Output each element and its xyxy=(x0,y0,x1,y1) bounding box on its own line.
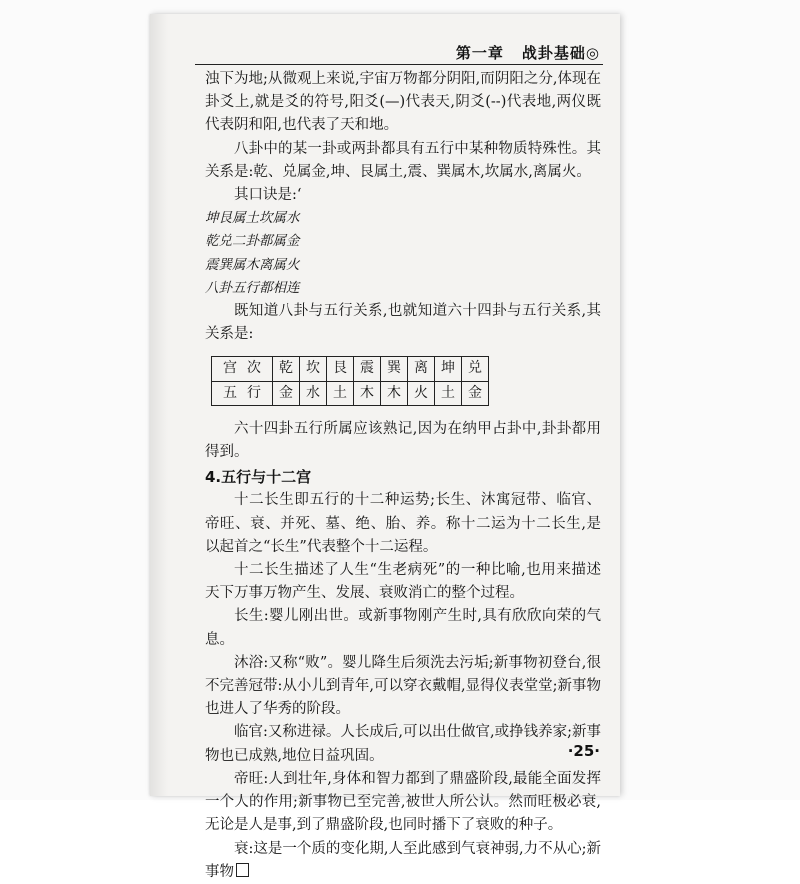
paragraph: 八卦中的某一卦或两卦都具有五行中某种物质特殊性。其关系是:乾、兑属金,坤、艮属土,震、巽属木,坎属水,离属火。 xyxy=(205,140,601,180)
missing-glyph-box-icon xyxy=(236,863,249,877)
section-heading: 4.五行与十二宫 xyxy=(205,468,312,487)
table-cell: 巽 xyxy=(381,357,408,381)
paragraph-text: 衰:这是一个质的变化期,人至此感到气衰神弱,力不从心;新事物 xyxy=(205,840,601,880)
page-number: ·25· xyxy=(567,742,600,760)
paragraph: 既知道八卦与五行关系,也就知道六十四卦与五行关系,其关系是: xyxy=(205,303,601,343)
table-cell: 木 xyxy=(381,381,408,405)
chapter-title: 战卦基础◎ xyxy=(521,44,600,62)
paragraph: 六十四卦五行所属应该熟记,因为在纳甲占卦中,卦卦都用得到。 xyxy=(205,420,601,461)
paragraph: 其口诀是:‘ xyxy=(234,187,302,204)
page-body xyxy=(205,68,601,884)
verse-line: 坤艮属土坎属水 xyxy=(205,210,300,227)
verse-line: 乾兑二卦都属金 xyxy=(205,233,300,250)
table-cell: 离 xyxy=(408,357,435,381)
verse-line: 震巽属木离属火 xyxy=(205,256,300,273)
table-cell: 乾 xyxy=(273,357,300,381)
table-cell: 艮 xyxy=(327,357,354,381)
table-cell: 坎 xyxy=(300,357,327,381)
paragraph: 长生:婴儿刚出世。或新事物刚产生时,具有欣欣向荣的气息。 xyxy=(205,608,601,648)
paragraph: 浊下为地;从微观上来说,宇宙万物都分阴阳,而阴阳之分,体现在卦爻上,就是爻的符号,阳爻(—)代表天,阴爻(--)代表地,两仪既代表阴和阳,也代表了天和地。 xyxy=(205,71,601,134)
paragraph: 十二长生描述了人生“生老病死”的一种比喻,也用来描述天下万事万物产生、发展、衰败消亡的整个过程。 xyxy=(205,562,601,602)
table-cell: 土 xyxy=(435,381,462,405)
table-cell: 震 xyxy=(354,357,381,381)
table-row xyxy=(212,357,489,381)
table-cell: 兑 xyxy=(462,357,489,381)
table-row xyxy=(212,381,489,405)
table-cell: 水 xyxy=(300,381,327,405)
paragraph: 沐浴:又称“败”。婴儿降生后须洗去污垢;新事物初登台,很不完善冠带:从小儿到青年,可以穿衣戴帽,显得仪表堂堂;新事物也进人了华秀的阶段。 xyxy=(205,654,601,718)
trigram-element-table xyxy=(211,356,489,405)
table-cell: 木 xyxy=(354,381,381,405)
table-cell: 金 xyxy=(462,381,489,405)
table-cell: 宫次 xyxy=(212,357,273,381)
verse-line: 八卦五行都相连 xyxy=(205,279,300,296)
table-cell: 火 xyxy=(408,381,435,405)
table-cell: 土 xyxy=(327,381,354,405)
paragraph: 临官:又称进禄。人长成后,可以出仕做官,或挣钱养家;新事物也已成熟,地位日益巩固。 xyxy=(205,724,601,764)
table-cell: 五行 xyxy=(212,381,273,405)
paragraph: 十二长生即五行的十二种运势;长生、沐寓冠带、临官、帝旺、衰、并死、墓、绝、胎、养。称十二运为十二长生,是以起首之“长生”代表整个十二运程。 xyxy=(205,492,601,555)
header-rule xyxy=(195,64,603,65)
paragraph-last-line xyxy=(205,838,601,884)
running-head xyxy=(180,42,600,63)
paragraph: 帝旺:人到壮年,身体和智力都到了鼎盛阶段,最能全面发挥一个人的作用;新事物已至完善,被世人所公认。然而旺极必衰,无论是人是事,到了鼎盛阶段,也同时播下了衰败的种子。 xyxy=(205,770,601,834)
table-cell: 坤 xyxy=(435,357,462,381)
table-cell: 金 xyxy=(273,381,300,405)
chapter-label: 第一章 xyxy=(455,44,504,62)
